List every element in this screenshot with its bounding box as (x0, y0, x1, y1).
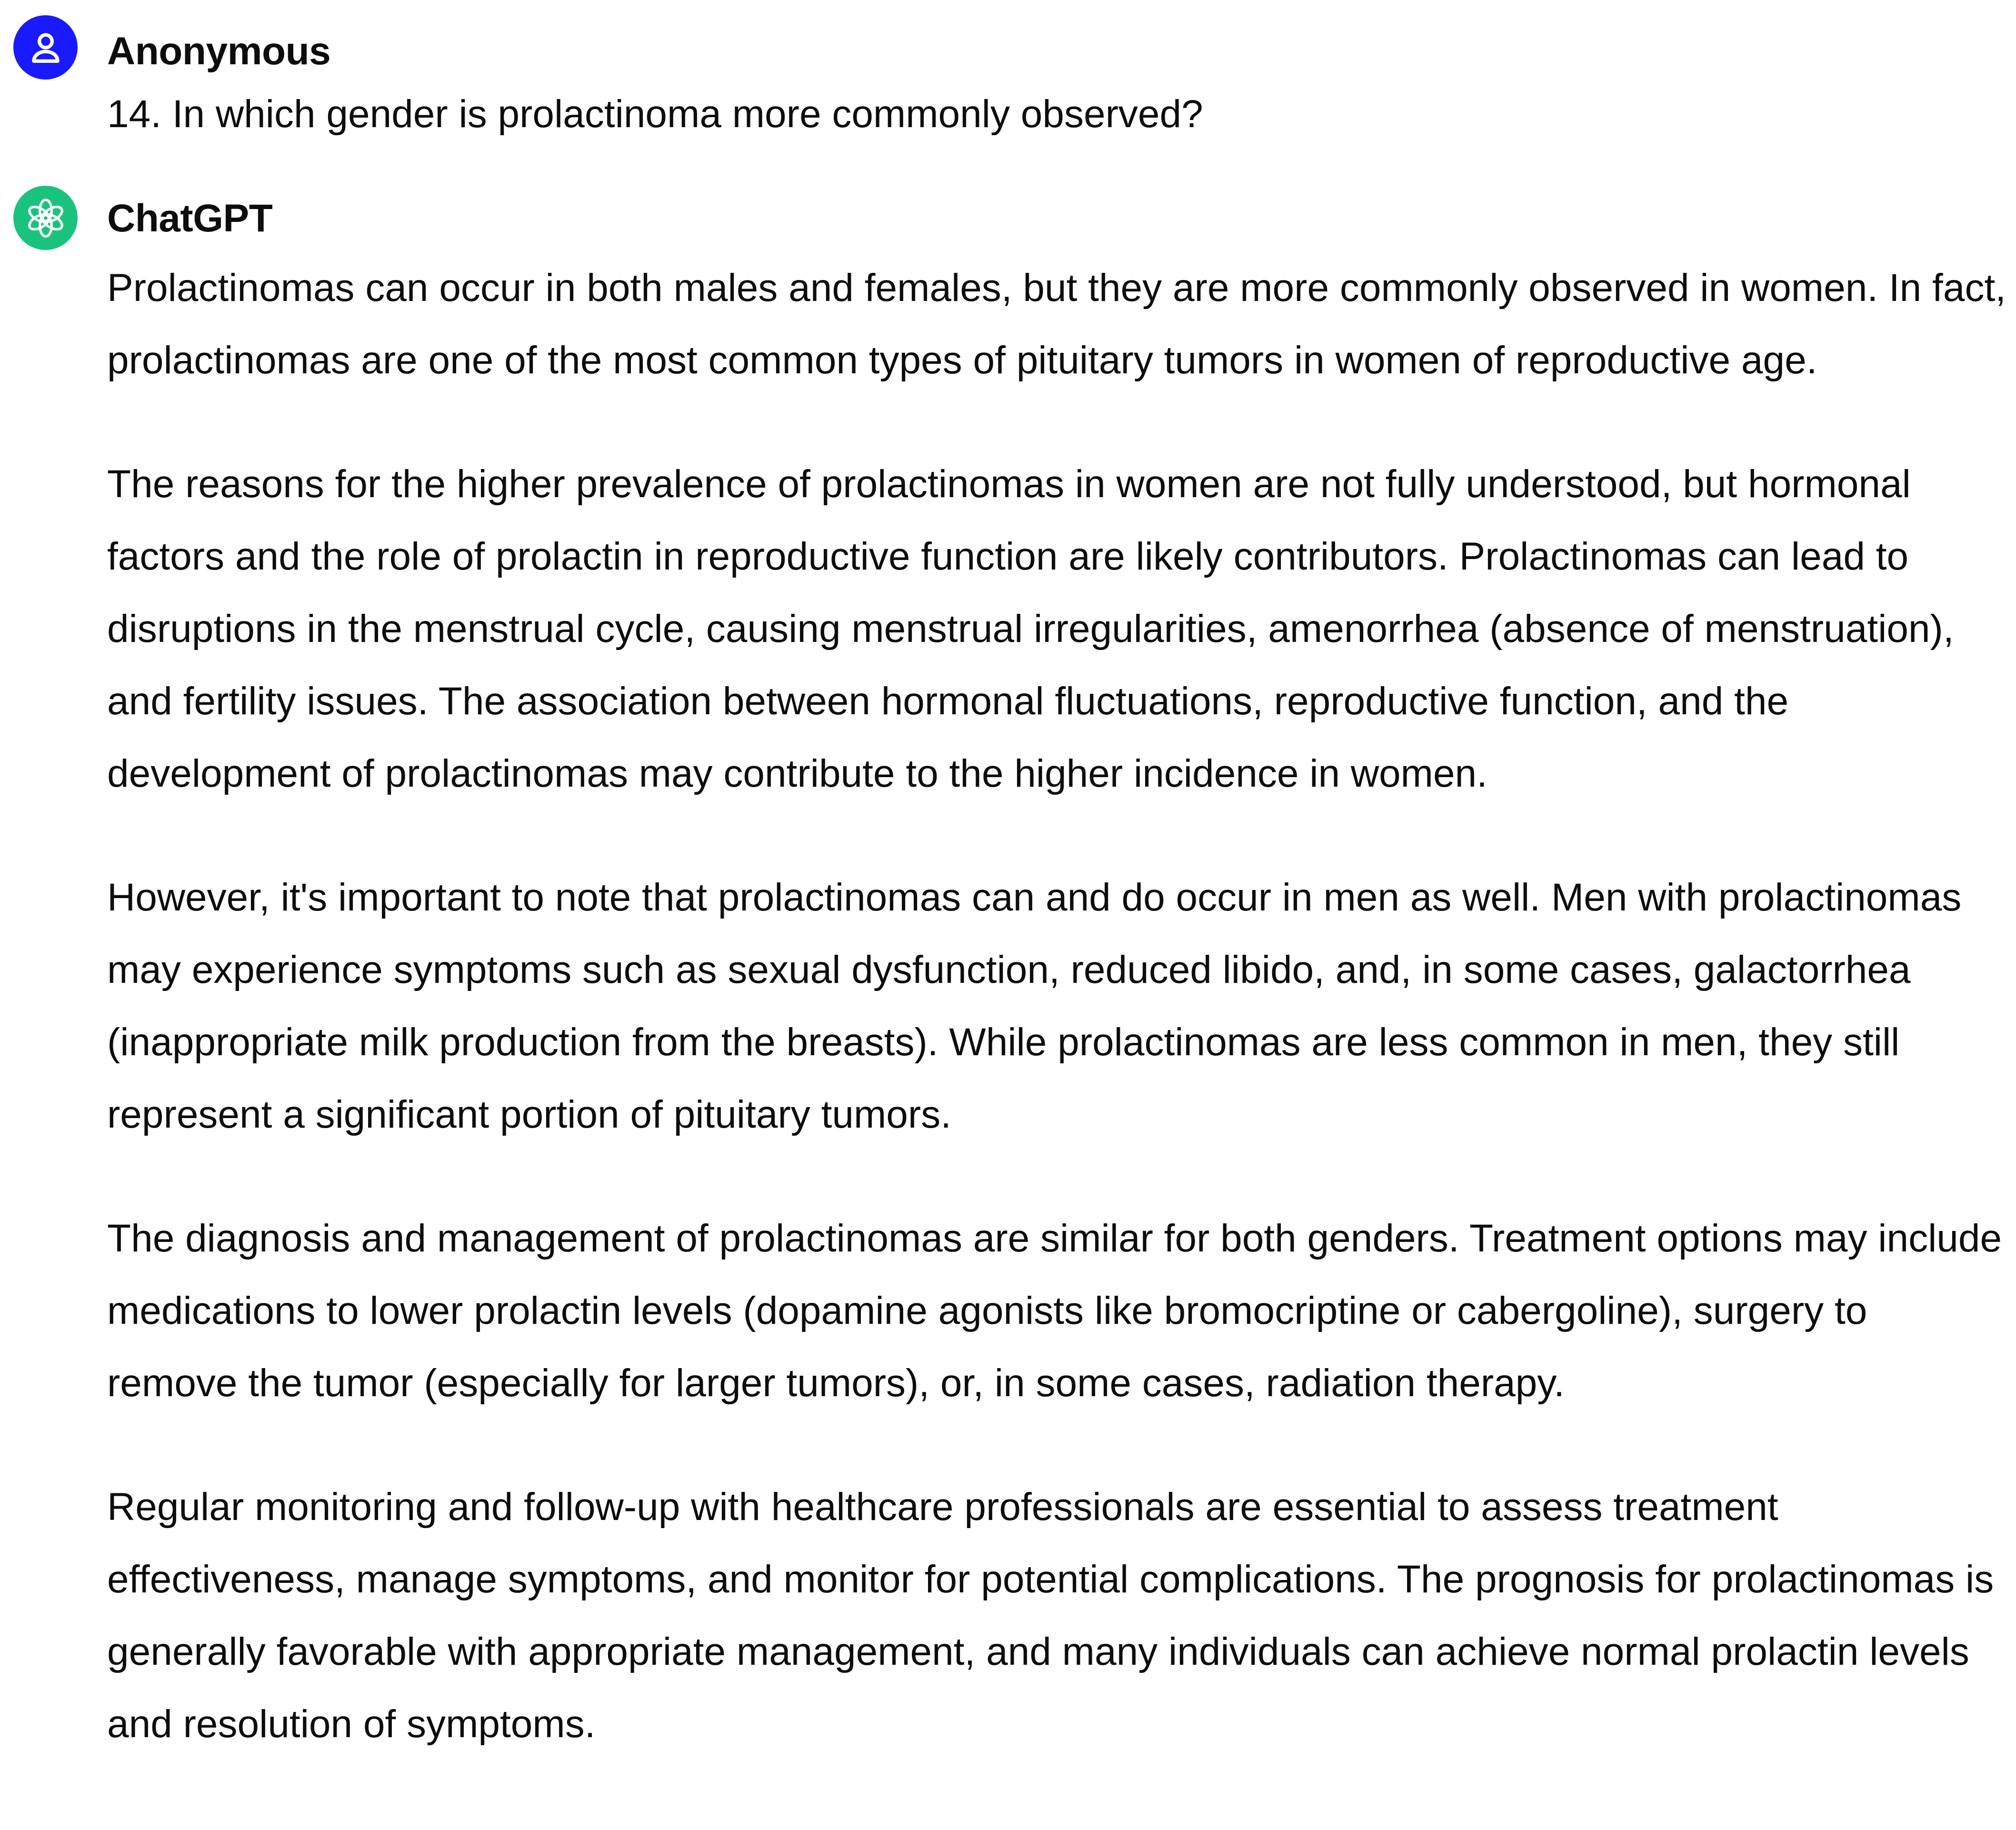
openai-logo-icon (23, 195, 69, 241)
response-paragraph: Regular monitoring and follow-up with healthcare professionals are essential to assess treatment effectiveness, manage symptoms, and monitor for potential complications. The prognosis for prolactinomas is generally favorable with appropriate management, and many individuals can achieve normal prolactin levels and resolution of symptoms. (107, 1485, 1994, 1746)
user-avatar (13, 15, 78, 80)
assistant-response-body (107, 252, 2007, 1760)
user-icon (27, 29, 65, 67)
user-question-text: 14. In which gender is prolactinoma more commonly observed? (107, 92, 1203, 136)
response-paragraph: The reasons for the higher prevalence of prolactinomas in women are not fully understood, but hormonal factors and the role of prolactin in reproductive function are likely contributors. Prolactinomas can lead to disruptions in the menstrual cycle, causing menstrual irregularities, amenorrhea (absence of menstruation), and fertility issues. The association between hormonal fluctuations, reproductive function, and the development of prolactinomas may contribute to the higher incidence in women. (107, 462, 1954, 795)
assistant-author-name: ChatGPT (107, 197, 273, 240)
response-paragraph: Prolactinomas can occur in both males and females, but they are more commonly observed in women. In fact, prolactinomas are one of the most common types of pituitary tumors in women of reproductive age. (107, 266, 2006, 382)
response-paragraph: The diagnosis and management of prolactinomas are similar for both genders. Treatment options may include medications to lower prolactin levels (dopamine agonists like bromocriptine or cabergoline), surgery to remove the tumor (especially for larger tumors), or, in some cases, radiation therapy. (107, 1217, 2002, 1405)
response-paragraph: However, it's important to note that prolactinomas can and do occur in men as well. Men with prolactinomas may experience symptoms such as sexual dysfunction, reduced libido, and, in some cases, galactorrhea (inappropriate milk production from the breasts). While prolactinomas are less common in men, they still represent a significant portion of pituitary tumors. (107, 876, 1962, 1136)
user-author-name: Anonymous (107, 30, 331, 73)
assistant-avatar (13, 186, 78, 250)
